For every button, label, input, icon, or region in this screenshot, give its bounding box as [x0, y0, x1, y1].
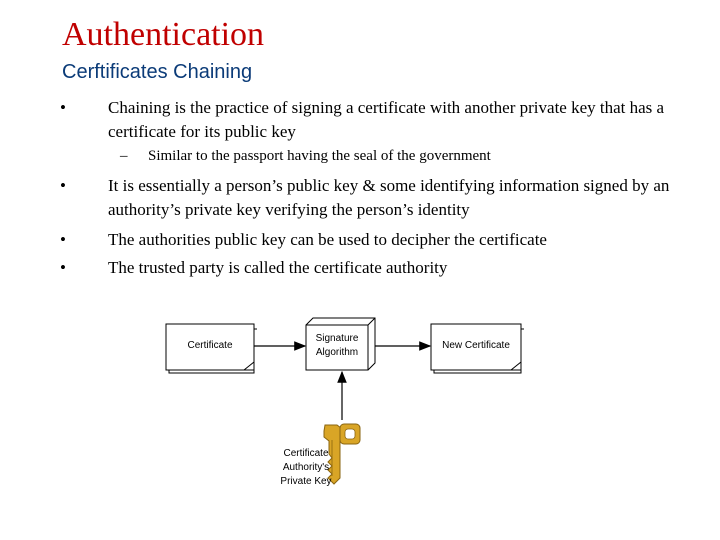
bullet-text-4: The trusted party is called the certificate authority [108, 258, 448, 277]
slide-title: Authentication [62, 16, 265, 53]
signature-label-line-1: Signature [315, 333, 359, 344]
certificate-label: Certificate [187, 340, 233, 351]
bullet-text-1: Chaining is the practice of signing a certificate with another private key that has a certificate for its public key [108, 98, 665, 141]
key-label-line-2: Authority's [282, 462, 330, 473]
new-certificate-label: New Certificate [442, 340, 510, 351]
key-label-line-3: Private Key [280, 476, 332, 487]
bullet-text-3: The authorities public key can be used to decipher the certificate [108, 230, 547, 249]
slide-subtitle: Cerftificates Chaining [62, 61, 253, 83]
bullet-marker-3: • [60, 230, 66, 249]
private-key-label [270, 447, 342, 489]
bullet-text-2: It is essentially a person’s public key & some identifying information signed by an authority’s private key verifying the person’s identity [108, 176, 670, 219]
signature-algorithm-label [306, 332, 368, 360]
signature-label-line-2: Algorithm [315, 347, 359, 358]
bullet-marker-4: • [60, 258, 66, 277]
sub-bullet-text: Similar to the passport having the seal of the government [148, 148, 491, 164]
key-label-line-1: Certificate [283, 448, 329, 459]
sub-bullet-marker: – [120, 148, 128, 164]
bullet-marker-1: • [60, 98, 66, 117]
bullet-marker-2: • [60, 176, 66, 195]
